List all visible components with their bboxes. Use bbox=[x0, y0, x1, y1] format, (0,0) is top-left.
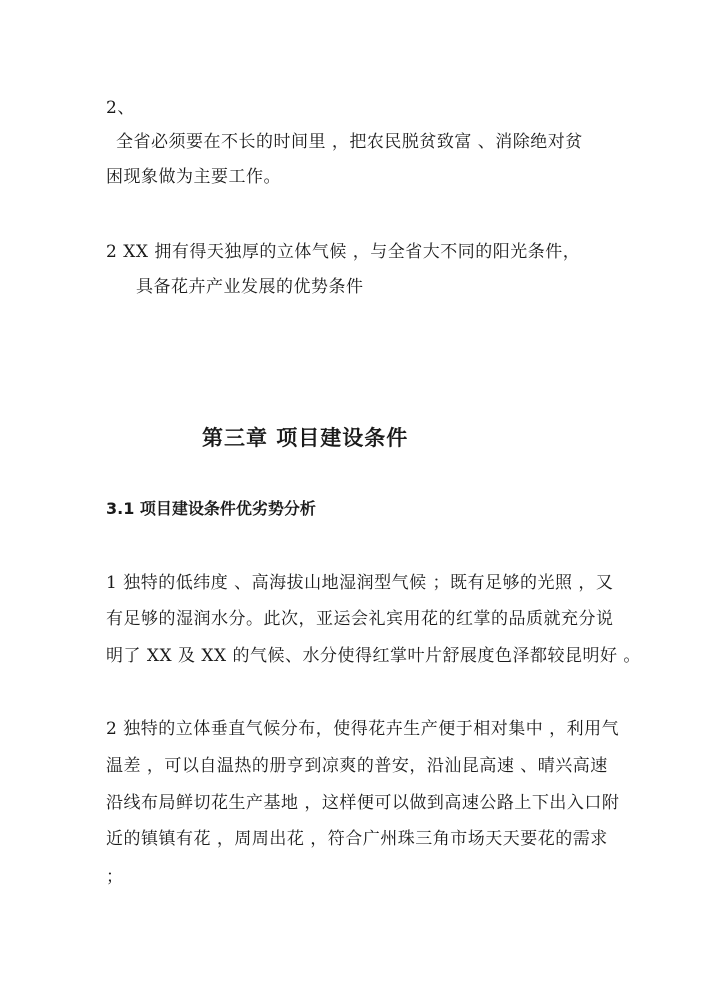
chapter-title: 第三章 项目建设条件 bbox=[202, 426, 409, 450]
paragraph-line: ； bbox=[106, 867, 124, 887]
paragraph-line: 温差 ，可以自温热的册亨到凉爽的普安，沿汕昆高速 、晴兴高速 bbox=[106, 756, 608, 776]
paragraph-line: 近的镇镇有花 ，周周出花 ，符合广州珠三角市场天天要花的需求 bbox=[106, 829, 608, 849]
paragraph-line: 1 独特的低纬度 、高海拔山地湿润型气候 ；既有足够的光照 ，又 bbox=[106, 573, 614, 593]
paragraph-line: 具备花卉产业发展的优势条件 bbox=[136, 277, 364, 297]
paragraph-line: 全省必须要在不长的时间里 ，把农民脱贫致富 、消除绝对贫 bbox=[116, 132, 583, 152]
paragraph-line: 2 独特的立体垂直气候分布，使得花卉生产便于相对集中 ，利用气 bbox=[106, 719, 620, 739]
paragraph-line: 困现象做为主要工作。 bbox=[106, 167, 281, 187]
paragraph-line: 沿线布局鲜切花生产基地 ，这样便可以做到高速公路上下出入口附 bbox=[106, 793, 620, 813]
paragraph-line: 有足够的湿润水分。此次，亚运会礼宾用花的红掌的品质就充分说 bbox=[106, 609, 614, 629]
section-heading: 3.1 项目建设条件优劣势分析 bbox=[106, 499, 316, 518]
paragraph-line: 明了 XX 及 XX 的气候、水分使得红掌叶片舒展度色泽都较昆明好 。 bbox=[106, 646, 641, 666]
list-number: 2、 bbox=[106, 98, 135, 118]
paragraph-line: 2 XX 拥有得天独厚的立体气候 ，与全省大不同的阳光条件， bbox=[106, 242, 581, 262]
